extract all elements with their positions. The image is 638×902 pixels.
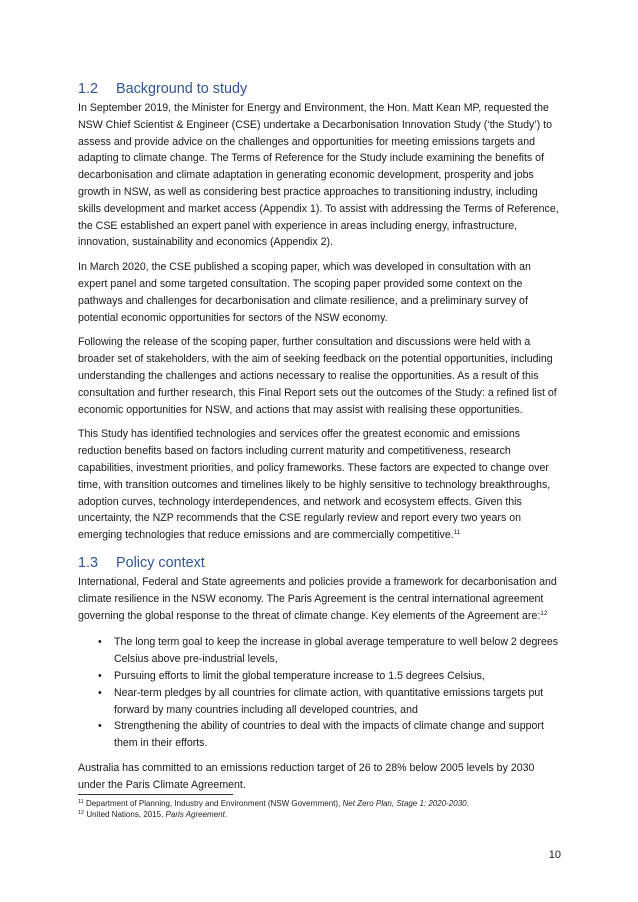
footnote-divider: [78, 794, 233, 795]
section-number: 1.2: [78, 81, 99, 97]
footnote-end: .: [466, 799, 469, 808]
footnote-number: 11: [78, 799, 84, 805]
section-title: Policy context: [116, 554, 205, 571]
footnote-text: United Nations, 2015,: [86, 810, 166, 819]
bullet-icon: •: [98, 720, 102, 733]
section-title: Background to study: [116, 81, 248, 97]
footnote-end: .: [224, 810, 228, 819]
paragraph: In September 2019, the Minister for Energy and Environment, the Hon. Matt Kean MP, requested the NSW Chief Scientist & Engineer (CSE) undertake a Decarbonisation Innovation Study (‘the Study’) to assess and provide advice on the challenges and opportunities for meeting emissions targets and adapting to climate change. The Terms of Reference for the Study include examining the benefits of decarbonisation and climate adaptation in generating economic development, prosperity and jobs growth in NSW, as well as considering best practice approaches to transitioning industry, including skills development and market access (Appendix 1). To assist with addressing the Terms of Reference, the CSE established an expert panel with experience in areas including energy, infrastructure, innovation, sustainability and economics (Appendix 2).: [78, 102, 559, 249]
section-number: 1.3: [78, 554, 99, 571]
page-number: 10: [548, 849, 561, 861]
paragraph-text: This Study has identified technologies and services offer the greatest economic and emissions reduction benefits based on factors including current maturity and competitiveness, research capabilities, investment priorities, and policy frameworks. These factors are expected to change over time, with transition outcomes and timelines likely to be highly sensitive to technology breakthroughs, adoption curves, technology interdependences, and network and ecosystem effects. Given this uncertainty, the NZP recommends that the CSE regularly review and report every two years on emerging technologies that reduce emissions and are commercially competitive.: [78, 428, 551, 542]
paragraph: Following the release of the scoping paper, further consultation and discussions were held with a broader set of stakeholders, with the aim of seeking feedback on the potential opportunities, including understanding the challenges and actions necessary to realise the opportunities. As a result of this consultation and further research, this Final Report sets out the outcomes of the Study: a refined list of economic opportunities for NSW, and actions that may assist with realising these opportunities.: [78, 336, 557, 416]
list-item: [98, 685, 561, 719]
section-heading-background: [78, 80, 561, 98]
footnote: [78, 798, 561, 809]
footnotes: [78, 794, 561, 820]
bullet-icon: •: [98, 686, 102, 699]
paragraph: In March 2020, the CSE published a scoping paper, which was developed in consultation with an expert panel and some targeted consultation. The scoping paper provided some context on the pathways and challenges for decarbonisation and climate resilience, and a preliminary survey of potential economic opportunities for sectors of the NSW economy.: [78, 261, 531, 324]
footnote: [78, 809, 561, 820]
footnote-ref[interactable]: 11: [453, 529, 461, 537]
list-item-text: Strengthening the ability of countries to deal with the impacts of climate change and support them in their efforts.: [114, 720, 544, 750]
bullet-list: [78, 634, 561, 752]
paragraph-text: International, Federal and State agreements and policies provide a framework for decarbonisation and climate resilience in the NSW economy. The Paris Agreement is the central international agreement governing the global response to the threat of climate change. Key elements of the Agreement are:: [78, 575, 557, 622]
list-item: [98, 668, 561, 685]
bullet-icon: •: [98, 636, 102, 649]
list-item: [98, 634, 561, 668]
paragraph-with-footnote: [78, 426, 561, 544]
section-heading-policy-context: [78, 554, 561, 572]
paragraph-with-footnote: [78, 574, 561, 624]
list-item-text: Pursuing efforts to limit the global temperature increase to 1.5 degrees Celsius,: [114, 669, 485, 682]
footnote-title: Paris Agreement: [165, 810, 225, 819]
bullet-icon: •: [98, 669, 102, 682]
paragraph: Australia has committed to an emissions reduction target of 26 to 28% below 2005 levels by 2030 under the Paris Climate Agreement.: [78, 761, 535, 791]
footnote-number: 12: [78, 810, 85, 816]
footnote-title: Net Zero Plan, Stage 1: 2020-2030: [342, 799, 467, 808]
footnote-text: Department of Planning, Industry and Environment (NSW Government),: [85, 799, 343, 808]
list-item-text: Near-term pledges by all countries for climate action, with quantitative emissions targets put forward by many countries including all developed countries, and: [114, 686, 544, 716]
footnote-ref[interactable]: 12: [540, 609, 548, 617]
list-item: [98, 718, 561, 752]
page-content: [78, 80, 561, 801]
list-item-text: The long term goal to keep the increase in global average temperature to well below 2 degrees Celsius above pre-industrial levels,: [114, 636, 559, 666]
